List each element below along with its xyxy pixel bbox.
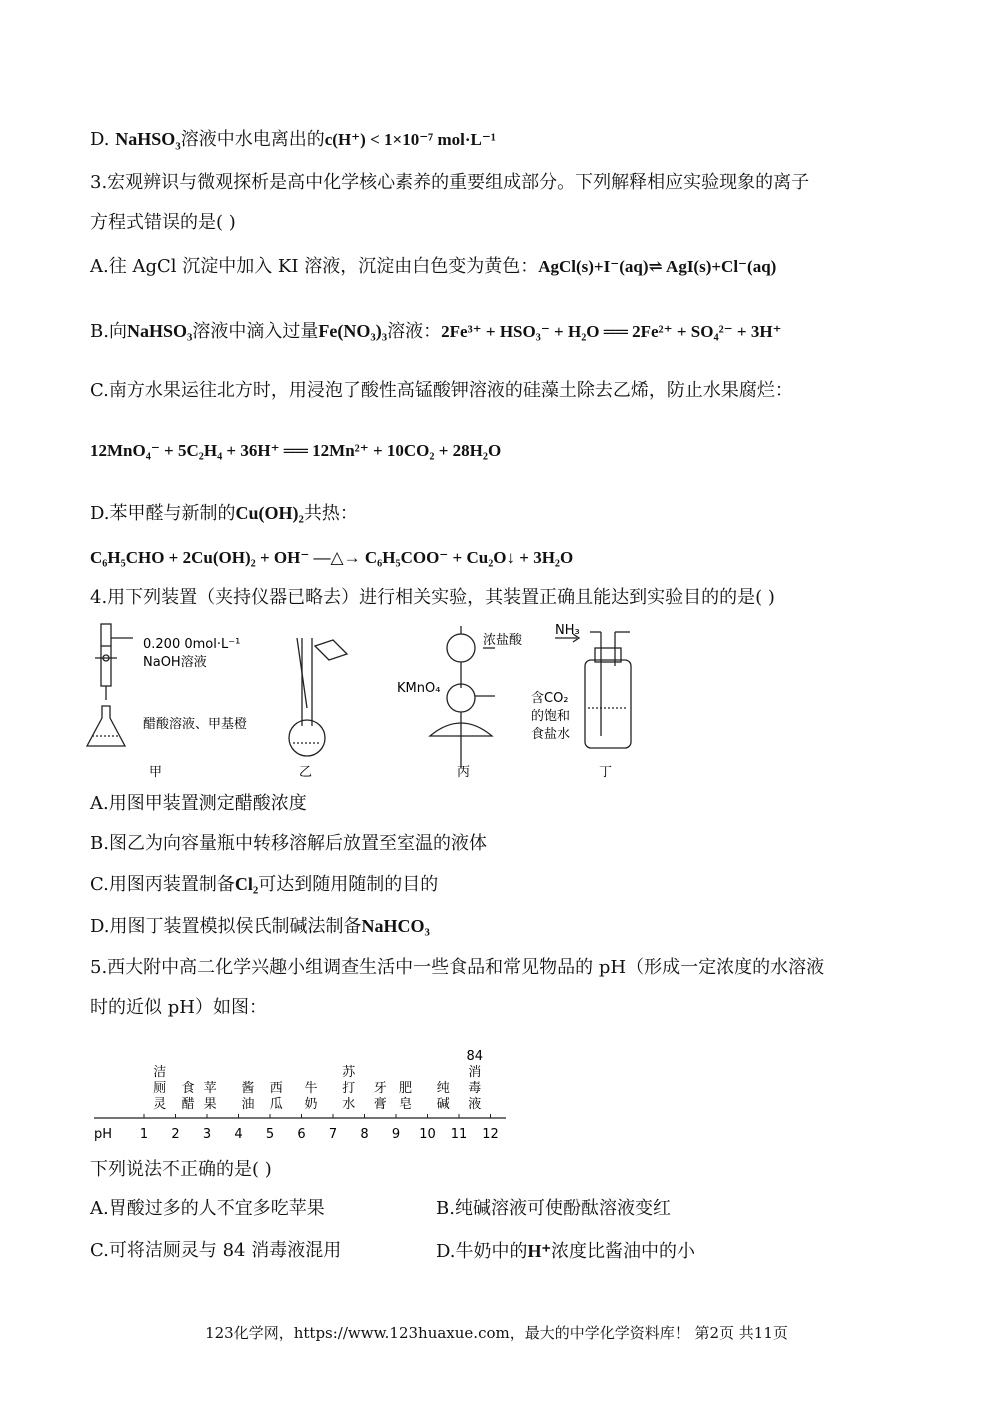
q3-option-b: B.向NaHSO₃溶液中滴入过量Fe(NO₃)₃溶液：2Fe³⁺ + HSO₃⁻ + H₂O ══ 2Fe²⁺ + SO₄²⁻ + 3H⁺ bbox=[90, 321, 782, 342]
naoh-label-2: NaOH溶液 bbox=[143, 655, 207, 670]
q5-question: 下列说法不正确的是( ) bbox=[90, 1159, 272, 1180]
q3-option-d-equation: C₆H₅CHO + 2Cu(OH)₂ + OH⁻ —△→ C₆H₅COO⁻ + Cu₂O↓ + 3H₂O bbox=[90, 548, 574, 567]
ph-tick-label: 8 bbox=[360, 1127, 369, 1142]
q3-option-d: D.苯甲醛与新制的Cu(OH)₂共热： bbox=[90, 503, 358, 524]
conical-flask-icon bbox=[87, 706, 125, 746]
q2-chem: NaHSO$_3$ bbox=[115, 129, 181, 153]
ph-item-label: 食醋 bbox=[181, 1081, 195, 1112]
ph-tick-label: 1 bbox=[139, 1127, 149, 1142]
ph-tick-label: 7 bbox=[328, 1127, 338, 1142]
page-footer: 123化学网，https://www.123huaxue.com，最大的中学化学资料库！ 第2页 共11页 bbox=[205, 1324, 788, 1342]
co2-label-1: 含CO₂ bbox=[531, 691, 569, 706]
co2-label-2: 的饱和 bbox=[531, 709, 571, 724]
q5-option-b: B.纯碱溶液可使酚酞溶液变红 bbox=[436, 1198, 671, 1219]
ph-item-label: 酱油 bbox=[241, 1081, 255, 1112]
nh3-label: NH₃ bbox=[555, 623, 580, 638]
hcl-label: 浓盐酸 bbox=[483, 633, 523, 648]
q4-option-c: C.用图丙装置制备Cl₂可达到随用随制的目的 bbox=[90, 874, 439, 895]
q3-option-c-equation: 12MnO₄⁻ + 5C₂H₄ + 36H⁺ ══ 12Mn²⁺ + 10CO₂ + 28H₂O bbox=[90, 441, 502, 460]
q4-option-a: A.用图甲装置测定醋酸浓度 bbox=[90, 793, 307, 814]
q3-stem-line1: 3.宏观辨识与微观探析是高中化学核心素养的重要组成部分。下列解释相应实验现象的离子 bbox=[90, 172, 810, 193]
q2-option-d: D. NaHSO$_3$溶液中水电离出的c(H⁺) < 1×10⁻⁷ mol·L⁻¹ bbox=[90, 129, 496, 153]
ph-tick-label: 10 bbox=[419, 1127, 436, 1142]
fig-jia: 甲 bbox=[149, 765, 163, 780]
ph-tick-label: 2 bbox=[171, 1127, 180, 1142]
ph-axis-label: pH bbox=[94, 1127, 113, 1142]
ph-item-label: 肥皂 bbox=[398, 1081, 412, 1112]
ph-item-label: 西瓜 bbox=[269, 1081, 283, 1112]
kmno4-label: KMnO₄ bbox=[397, 681, 441, 696]
burette-icon bbox=[95, 624, 133, 700]
ph-item-label: 苹果 bbox=[203, 1081, 217, 1112]
ph-item-label: 牛奶 bbox=[304, 1081, 318, 1112]
q3-option-a: A.往 AgCl 沉淀中加入 KI 溶液，沉淀由白色变为黄色：AgCl(s)+I⁻(aq)⇌ AgI(s)+Cl⁻(aq) bbox=[90, 256, 777, 277]
ph-item-label: 纯碱 bbox=[436, 1081, 450, 1112]
ph-tick-label: 3 bbox=[202, 1127, 212, 1142]
ph-tick-label: 4 bbox=[234, 1127, 243, 1142]
q4-apparatus-figure bbox=[85, 618, 655, 788]
naoh-label-1: 0.200 0mol·L⁻¹ bbox=[143, 637, 241, 652]
ph-tick-label: 9 bbox=[391, 1127, 401, 1142]
acetic-label: 醋酸溶液、甲基橙 bbox=[143, 717, 248, 732]
q5-option-c: C.可将洁厕灵与 84 消毒液混用 bbox=[90, 1240, 342, 1261]
q5-option-a: A.胃酸过多的人不宜多吃苹果 bbox=[90, 1198, 325, 1219]
ph-tick-label: 12 bbox=[482, 1127, 499, 1142]
fig-bing: 丙 bbox=[457, 765, 471, 780]
ph-item-label: 苏打水 bbox=[342, 1065, 356, 1112]
ph-scale-chart bbox=[90, 1030, 510, 1145]
q4-option-d: D.用图丁装置模拟侯氏制碱法制备NaHCO₃ bbox=[90, 916, 430, 937]
ph-item-label: 洁厕灵 bbox=[153, 1065, 167, 1112]
ph-tick-label: 6 bbox=[297, 1127, 306, 1142]
ph-item-label: 牙膏 bbox=[373, 1081, 387, 1112]
volumetric-flask-icon bbox=[289, 638, 347, 756]
q2-expr: c(H⁺) < 1×10⁻⁷ mol·L⁻¹ bbox=[324, 130, 496, 149]
q5-option-d: D.牛奶中的H⁺浓度比酱油中的小 bbox=[436, 1241, 696, 1262]
q4-option-b: B.图乙为向容量瓶中转移溶解后放置至室温的液体 bbox=[90, 833, 487, 854]
ph-item-label: 84 消毒液 bbox=[466, 1049, 484, 1112]
q3-stem-line2: 方程式错误的是( ) bbox=[90, 212, 236, 233]
ph-tick-label: 5 bbox=[265, 1127, 275, 1142]
ph-tick-label: 11 bbox=[450, 1127, 468, 1142]
co2-label-3: 食盐水 bbox=[531, 727, 571, 742]
q5-stem-line2: 时的近似 pH）如图： bbox=[90, 997, 267, 1018]
fig-ding: 丁 bbox=[599, 765, 613, 780]
fig-yi: 乙 bbox=[299, 765, 313, 780]
q3-option-c: C.南方水果运往北方时，用浸泡了酸性高锰酸钾溶液的硅藻土除去乙烯，防止水果腐烂： bbox=[90, 380, 793, 401]
q4-stem: 4.用下列装置（夹持仪器已略去）进行相关实验，其装置正确且能达到实验目的的是( ) bbox=[90, 587, 775, 608]
q5-stem-line1: 5.西大附中高二化学兴趣小组调查生活中一些食品和常见物品的 pH（形成一定浓度的水溶液 bbox=[90, 957, 825, 978]
